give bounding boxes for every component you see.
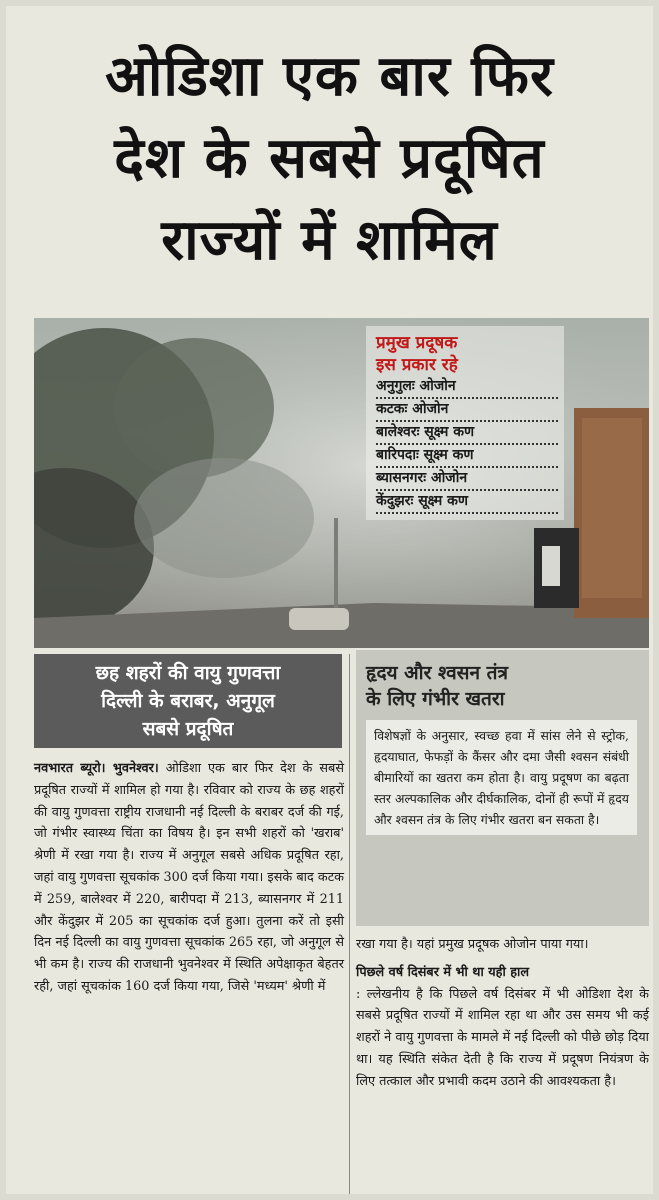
article-dateline: नवभारत ब्यूरो। भुवनेश्वर। xyxy=(34,761,159,776)
subheadline-line-1: छह शहरों की वायु गुणवत्ता xyxy=(95,662,281,684)
subheadline-line-2: दिल्ली के बराबर, अनुगूल xyxy=(101,690,275,712)
pollutant-box-title-2: इस प्रकार रहे xyxy=(376,355,458,375)
headline-line-2: देश के सबसे प्रदूषित xyxy=(114,126,545,191)
smog-photo xyxy=(34,318,649,648)
article-body-right xyxy=(356,934,649,1093)
subheadline-box xyxy=(34,654,342,748)
sidebox-text: विशेषज्ञों के अनुसार, स्वच्छ हवा में सांस लेने से स्ट्रोक, हृदयाघात, फेफड़ों के कैंसर और दमा जैसी श्वसन संबंधी बीमारियों का खतरा कम होता है। वायु प्रदूषण का बढ़ता स्तर अल्पकालिक और दीर्घकालिक, दोनों ही रूपों में हृदय और श्वसन तंत्र के लिए गंभीर खतरा बन सकता है। xyxy=(366,720,637,835)
headline xyxy=(6,36,653,282)
newspaper-page xyxy=(6,6,653,1194)
column-divider xyxy=(349,654,350,1194)
article-text-2: : ल्लेखनीय है कि पिछले वर्ष दिसंबर में भी ओडिशा देश के सबसे प्रदूषित राज्यों में शामिल रहा था और उस समय भी कई शहरों ने वायु गुणवत्ता के मामले में नई दिल्ली को पीछे छोड़ दिया था। यह स्थिति संकेत देती है कि राज्य में प्रदूषण नियंत्रण के लिए तत्काल और प्रभावी कदम उठाने की आवश्यकता है। xyxy=(356,986,649,1089)
pollutant-row: बारिपदाः सूक्ष्म कण xyxy=(376,445,558,468)
article-continued-text: रखा गया है। यहां प्रमुख प्रदूषक ओजोन पाया गया। xyxy=(356,937,589,952)
sidebox-title xyxy=(356,650,649,714)
pollutant-row: केंदुझरः सूक्ष्म कण xyxy=(376,491,558,514)
sidebox-title-line-2: के लिए गंभीर खतरा xyxy=(366,688,505,710)
pollutant-row: ब्यासनगरः ओजोन xyxy=(376,468,558,491)
sidebox-title-line-1: हृदय और श्वसन तंत्र xyxy=(366,662,508,684)
pollutant-box-title-1: प्रमुख प्रदूषक xyxy=(376,333,458,353)
headline-line-1: ओडिशा एक बार फिर xyxy=(105,44,554,109)
pollutant-row: कटकः ओजोन xyxy=(376,399,558,422)
pollutant-row: अनुगुलः ओजोन xyxy=(376,376,558,399)
article-subtitle: पिछले वर्ष दिसंबर में भी था यही हाल xyxy=(356,964,530,980)
article-body-left xyxy=(34,758,344,998)
headline-line-3: राज्यों में शामिल xyxy=(161,208,498,273)
pollutant-box xyxy=(366,326,564,520)
pollutant-row: बालेश्वरः सूक्ष्म कण xyxy=(376,422,558,445)
health-risk-sidebox xyxy=(356,650,649,926)
subheadline-line-3: सबसे प्रदूषित xyxy=(142,718,234,740)
article-text: ओडिशा एक बार फिर देश के सबसे प्रदूषित राज्यों में शामिल हो गया है। रविवार को राज्य के छह शहरों की वायु गुणवत्ता राष्ट्रीय राजधानी नई दिल्ली के बराबर दर्ज की गई, जो गंभीर स्वास्थ्य चिंता का विषय है। इन सभी शहरों को 'खराब' श्रेणी में रखा गया है। राज्य में अनुगूल सबसे अधिक प्रदूषित रहा, जहां वायु गुणवत्ता सूचकांक 300 दर्ज किया गया। इसके बाद कटक में 259, बालेश्वर में 220, बारीपदा में 213, ब्यासनगर में 211 और केंदुझर में 205 का सूचकांक दर्ज हुआ। तुलना करें तो इसी दिन नई दिल्ली का वायु गुणवत्ता सूचकांक 265 रहा, जो अनुगूल से भी कम है। राज्य की राजधानी भुवनेश्वर में स्थिति अपेक्षाकृत बेहतर रही, जहां सूचकांक 160 दर्ज किया गया, जिसे 'मध्यम' श्रेणी में xyxy=(34,761,344,994)
